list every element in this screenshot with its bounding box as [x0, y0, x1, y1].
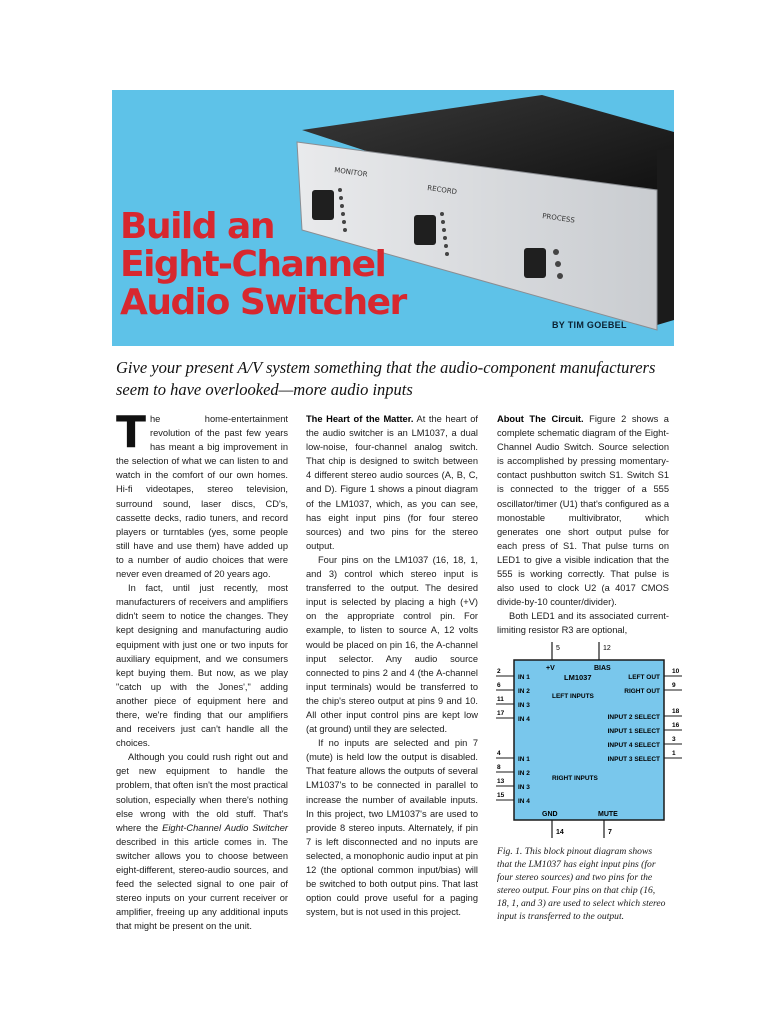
paragraph: If no inputs are selected and pin 7 (mute) is held low the output is disabled. That feature allows the outputs of several LM1037's to be connected in parallel to increase the number of available inputs. In this project, two LM1037's are used to provide 8 stereo inputs. Alternately, if pin 7 is left disconnected and no inputs are selected, a monophonic audio input at pin 12 (the optional common input/bias) will be switched to both output pins. That last option could prove useful for a paging system, but is not used in this project. [306, 738, 478, 918]
pin-label: IN 3 [518, 702, 530, 709]
pin-label: LEFT OUT [628, 674, 660, 681]
paragraph: Four pins on the LM1037 (16, 18, 1, and 3) control which stereo input is transferred to the output. The desired input is selected by placing a high (+V) on the appropriate control pin. For example, to listen to source A, 12 volts would be placed on pin 16, the A-channel input selector. Any audio source connected to pins 2 and 4 (the A-channel input terminals) would be transferred to the chip's stereo output at pins 9 and 10. All other input control pins are kept low (at ground) until they are selected. [306, 554, 478, 735]
pin-number: 1 [672, 750, 676, 757]
pin-number: 13 [497, 778, 505, 785]
column-3 [497, 412, 669, 638]
pin-number: 9 [672, 682, 676, 689]
pin-label: GND [542, 811, 558, 818]
pin-number: 6 [497, 682, 501, 689]
paragraph: he home-entertainment revolution of the past few years has meant a big improvement in the selection of what we can listen to and watch in the comfort of our own homes. Hi-fi videotapes, stereo television, surround sound, laser discs, CD's, cassette decks, radio tuners, and record players or turntables (yes, some people still have and use them) have added up to a number of audio choices that were never even dreamed of 20 years ago. [116, 414, 288, 580]
process-label: PROCESS [541, 212, 576, 225]
paragraph: In fact, until just recently, most manufacturers of receivers and amplifiers didn't seem to notice the changes. They kept designing and manufacturing audio equipment with just one or two inputs for auxiliary equipment, and we consumers kept buying them. But now, as we play "catch up with the Jones'," adding another piece of equipment here and there, we're finding that our amplifiers and receivers just can't handle all the choices. [116, 583, 288, 749]
pin-label: IN 2 [518, 770, 530, 777]
pin-number: 7 [608, 829, 612, 836]
pin-number: 15 [497, 792, 505, 799]
pin-label: BIAS [594, 665, 611, 672]
monitor-label: MONITOR [333, 166, 369, 179]
title-line-1: Build an [120, 206, 274, 247]
paragraph [497, 412, 669, 609]
pin-number: 14 [556, 829, 564, 836]
pin-label: INPUT 1 SELECT [607, 728, 660, 735]
pin-label: IN 2 [518, 688, 530, 695]
pin-label: +V [546, 665, 555, 672]
group-label-left: LEFT INPUTS [552, 693, 594, 700]
section-heading: The Heart of the Matter. [306, 414, 414, 424]
pin-label: IN 4 [518, 716, 530, 723]
paragraph [116, 750, 288, 933]
pin-label: IN 4 [518, 798, 530, 805]
chip-name: LM1037 [564, 673, 592, 682]
article-title [120, 208, 406, 322]
byline: BY TIM GOEBEL [552, 320, 627, 330]
hero-banner [112, 90, 674, 346]
text-run: described in this article comes in. The switcher allows you to choose between eight-different, stereo-audio sources, and feed the selected signal to one pair of stereo inputs on your current receiver or amplifier, freeing up any additional inputs that might be present on the unit. [116, 836, 288, 932]
drop-cap: T [116, 407, 147, 458]
pin-number: 10 [672, 668, 680, 675]
pinout-diagram [494, 640, 684, 840]
pin-number: 18 [672, 708, 680, 715]
pin-number: 8 [497, 764, 501, 771]
pin-number: 4 [497, 750, 501, 757]
figure-caption: Fig. 1. This block pinout diagram shows that the LM1037 has eight input pins (for four stereo sources) and two pins for the stereo output. Four pins on that chip (16, 18, 1, and 3) are used to select which stereo input is transferred to the output. [497, 846, 666, 922]
pin-number: 2 [497, 668, 501, 675]
pin-number: 3 [672, 736, 676, 743]
pin-label: RIGHT OUT [624, 688, 660, 695]
pin-number: 11 [497, 696, 504, 703]
pin-label: INPUT 4 SELECT [607, 742, 660, 749]
pin-label: IN 1 [518, 756, 530, 763]
emphasis: Eight-Channel Audio Switcher [162, 822, 288, 833]
column-1 [116, 407, 288, 933]
pin-label: IN 1 [518, 674, 530, 681]
group-label-right: RIGHT INPUTS [552, 775, 598, 782]
pin-label: INPUT 3 SELECT [607, 756, 660, 763]
pin-label: MUTE [598, 811, 618, 818]
title-line-3: Audio Switcher [120, 282, 406, 323]
pin-number: 5 [556, 645, 560, 652]
pin-label: IN 3 [518, 784, 530, 791]
pin-label: INPUT 2 SELECT [607, 714, 660, 721]
text-run: At the heart of the audio switcher is an LM1037, a dual low-noise, four-channel analog switch. That chip is designed to switch between 4 different stereo audio sources (A, B, C, and D). Figure 1 shows a pinout diagram of the LM1037, which, as you can see, has eight input pins (for four stereo sources) and two pins for the stereo output. [306, 414, 478, 551]
title-line-2: Eight-Channel [120, 244, 386, 285]
record-label: RECORD [426, 184, 458, 197]
text-run: Figure 2 shows a complete schematic diagram of the Eight-Channel Audio Switch. Source selection is accomplished by pressing momentary-contact pushbutton switch S1. Switch S1 is connected to the trigger of a 555 oscillator/timer (U1) that's configured as a monostable multivibrator, which generates one short output pulse for each press of S1. That pulse turns on LED1 to give a visible indication that the 555 is working correctly. That pulse is also used to clock U2 (a 4017 CMOS divide-by-10 counter/divider). [497, 414, 669, 608]
pin-number: 17 [497, 710, 505, 717]
pin-number: 12 [603, 645, 611, 652]
deck-subtitle: Give your present A/V system something that the audio-component manufacturers seem to have overlooked—more audio inputs [116, 358, 656, 399]
section-heading: About The Circuit. [497, 414, 584, 424]
paragraph [306, 412, 478, 553]
text-run: Although you could rush right out and get new equipment to handle the problem, that often isn't the most practical solution, especially when there's nothing else wrong with the old stuff. That's where the [116, 752, 288, 833]
chip-body [514, 660, 664, 820]
column-2 [306, 412, 478, 919]
pin-number: 16 [672, 722, 680, 729]
paragraph: Both LED1 and its associated current-limiting resistor R3 are optional, [497, 611, 669, 636]
